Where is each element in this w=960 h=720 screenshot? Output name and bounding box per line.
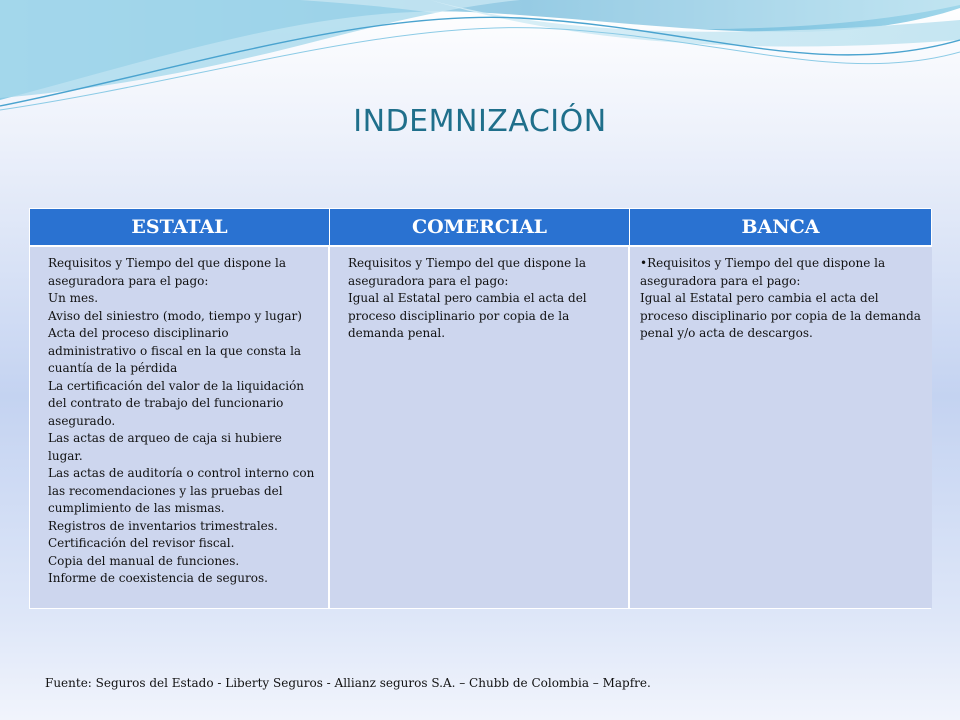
estatal-line: Las actas de arqueo de caja si hubiere lugar.	[48, 431, 282, 463]
comercial-line: Requisitos y Tiempo del que dispone la aseguradora para el pago:	[348, 256, 587, 288]
source-footnote: Fuente: Seguros del Estado - Liberty Seguros - Allianz seguros S.A. – Chubb de Colombia – Mapfre.	[45, 676, 651, 690]
header-banca: BANCA	[630, 209, 932, 247]
estatal-line: Requisitos y Tiempo del que dispone la aseguradora para el pago:	[48, 256, 287, 288]
cell-banca	[630, 247, 932, 608]
estatal-line: Informe de coexistencia de seguros.	[48, 571, 268, 585]
estatal-line: Registros de inventarios trimestrales.	[48, 518, 278, 533]
estatal-line: Copia del manual de funciones.	[48, 553, 240, 568]
comercial-line: Igual al Estatal pero cambia el acta del proceso disciplinario por copia de la demanda penal.	[348, 291, 587, 340]
banca-line: Igual al Estatal pero cambia el acta del proceso disciplinario por copia de la demanda penal y/o acta de descargos.	[640, 291, 921, 340]
header-comercial: COMERCIAL	[330, 209, 630, 247]
slide-title: INDEMNIZACIÓN	[353, 104, 607, 139]
header-wave-decoration	[0, 0, 960, 120]
header-estatal: ESTATAL	[30, 209, 330, 247]
estatal-line: Aviso del siniestro (modo, tiempo y lugar)	[48, 308, 302, 323]
cell-comercial	[330, 247, 630, 608]
indemnization-table	[29, 208, 931, 609]
estatal-line: Un mes.	[48, 291, 99, 305]
estatal-line: La certificación del valor de la liquidación del contrato de trabajo del funcionario asegurado.	[48, 378, 305, 428]
estatal-line: Certificación del revisor fiscal.	[48, 536, 235, 550]
estatal-line: Las actas de auditoría o control interno con las recomendaciones y las pruebas del cumplimiento de las mismas.	[48, 466, 315, 515]
estatal-line: Acta del proceso disciplinario administrativo o fiscal en la que consta la cuantía de la pérdida	[48, 326, 302, 375]
banca-line: •Requisitos y Tiempo del que dispone la aseguradora para el pago:	[640, 256, 886, 288]
cell-estatal	[30, 247, 330, 608]
